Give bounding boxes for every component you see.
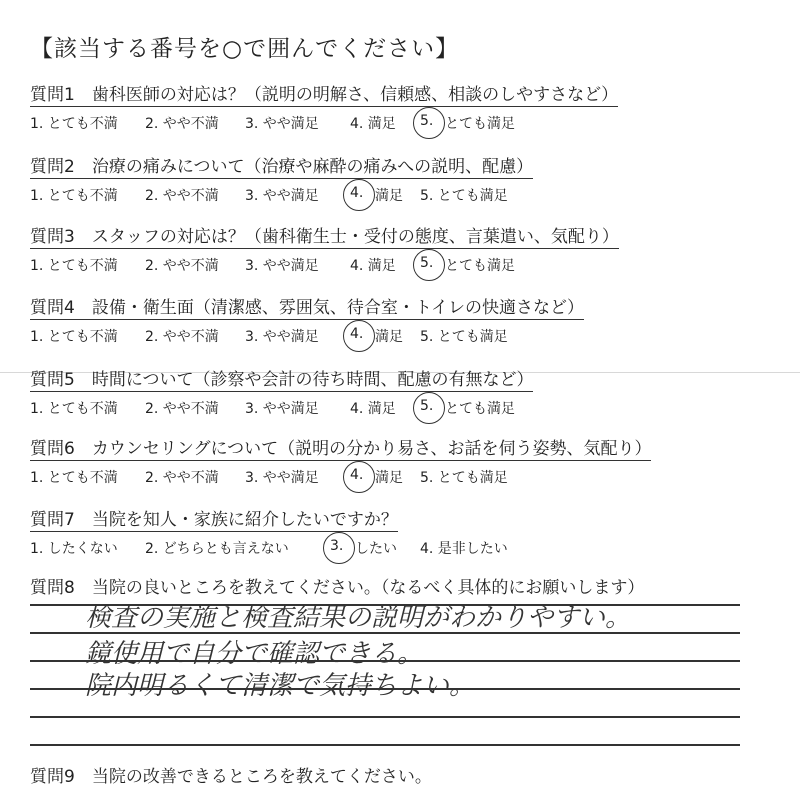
options-row <box>30 255 619 275</box>
question-1 <box>30 80 618 133</box>
option-5-circled[interactable]: 5. <box>420 113 434 129</box>
option-4-circled[interactable]: 4. <box>350 326 364 342</box>
question-7 <box>30 505 508 558</box>
option-5-label: とても満足 <box>445 116 515 132</box>
options-row <box>30 538 508 558</box>
option-1[interactable]: 1. したくない <box>30 541 118 557</box>
option-4-label: 満足 <box>375 188 403 204</box>
handwritten-answer-line-1: 検査の実施と検査結果の説明がわかりやすい。 <box>85 603 632 633</box>
question-9 <box>30 762 432 787</box>
answer-line <box>30 716 740 718</box>
question-2 <box>30 152 533 205</box>
option-2[interactable]: 2. やや不満 <box>145 116 219 132</box>
option-4-label: 満足 <box>375 329 403 345</box>
options-row <box>30 467 651 487</box>
option-4[interactable]: 4. 満足 <box>350 116 396 132</box>
answer-line <box>30 744 740 746</box>
question-title: 質問8 当院の良いところを教えてください。（なるべく具体的にお願いします） <box>30 578 645 598</box>
option-3[interactable]: 3. やや満足 <box>245 188 319 204</box>
question-title: 質問5 時間について（診察や会計の待ち時間、配慮の有無など） <box>30 365 533 392</box>
option-3[interactable]: 3. やや満足 <box>245 401 319 417</box>
option-3[interactable]: 3. やや満足 <box>245 329 319 345</box>
option-2[interactable]: 2. どちらとも言えない <box>145 541 289 557</box>
options-row <box>30 398 533 418</box>
option-2[interactable]: 2. やや不満 <box>145 470 219 486</box>
option-2[interactable]: 2. やや不満 <box>145 258 219 274</box>
option-3-circled[interactable]: 3. <box>330 538 344 554</box>
question-title: 質問2 治療の痛みについて（治療や麻酔の痛みへの説明、配慮） <box>30 152 533 179</box>
question-3 <box>30 222 619 275</box>
question-title: 質問4 設備・衛生面（清潔感、雰囲気、待合室・トイレの快適さなど） <box>30 293 584 320</box>
options-row <box>30 113 618 133</box>
option-2[interactable]: 2. やや不満 <box>145 329 219 345</box>
options-row <box>30 185 533 205</box>
question-6 <box>30 434 651 487</box>
option-5[interactable]: 5. とても満足 <box>420 329 508 345</box>
option-5-circled[interactable]: 5. <box>420 255 434 271</box>
option-1[interactable]: 1. とても不満 <box>30 329 118 345</box>
option-4-circled[interactable]: 4. <box>350 467 364 483</box>
question-title: 質問6 カウンセリングについて（説明の分かり易さ、お話を伺う姿勢、気配り） <box>30 434 651 461</box>
question-4 <box>30 293 584 346</box>
option-5[interactable]: 5. とても満足 <box>420 470 508 486</box>
instruction-header: 【該当する番号を○で囲んでください】 <box>30 36 460 62</box>
option-1[interactable]: 1. とても不満 <box>30 188 118 204</box>
option-5[interactable]: 5. とても満足 <box>420 188 508 204</box>
option-4-label: 満足 <box>375 470 403 486</box>
options-row <box>30 326 584 346</box>
option-1[interactable]: 1. とても不満 <box>30 470 118 486</box>
option-1[interactable]: 1. とても不満 <box>30 401 118 417</box>
question-title: 質問1 歯科医師の対応は？（説明の明解さ、信頼感、相談のしやすさなど） <box>30 80 618 107</box>
option-4[interactable]: 4. 満足 <box>350 258 396 274</box>
option-3-label: したい <box>355 541 397 557</box>
option-4-circled[interactable]: 4. <box>350 185 364 201</box>
option-1[interactable]: 1. とても不満 <box>30 258 118 274</box>
option-3[interactable]: 3. やや満足 <box>245 258 319 274</box>
option-5-label: とても満足 <box>445 401 515 417</box>
option-5-circled[interactable]: 5. <box>420 398 434 414</box>
handwritten-answer-line-2: 鏡使用で自分で確認できる。 <box>85 639 424 669</box>
option-1[interactable]: 1. とても不満 <box>30 116 118 132</box>
question-title: 質問7 当院を知人・家族に紹介したいですか？ <box>30 505 398 532</box>
option-3[interactable]: 3. やや満足 <box>245 116 319 132</box>
option-2[interactable]: 2. やや不満 <box>145 401 219 417</box>
option-3[interactable]: 3. やや満足 <box>245 470 319 486</box>
handwritten-answer-line-3: 院内明るくて清潔で気持ちよい。 <box>85 671 476 701</box>
option-4[interactable]: 4. 満足 <box>350 401 396 417</box>
question-title: 質問9 当院の改善できるところを教えてください。 <box>30 767 432 787</box>
option-5-label: とても満足 <box>445 258 515 274</box>
option-4[interactable]: 4. 是非したい <box>420 541 508 557</box>
question-8 <box>30 573 644 598</box>
option-2[interactable]: 2. やや不満 <box>145 188 219 204</box>
question-5 <box>30 365 533 418</box>
question-title: 質問3 スタッフの対応は？（歯科衛生士・受付の態度、言葉遣い、気配り） <box>30 222 619 249</box>
